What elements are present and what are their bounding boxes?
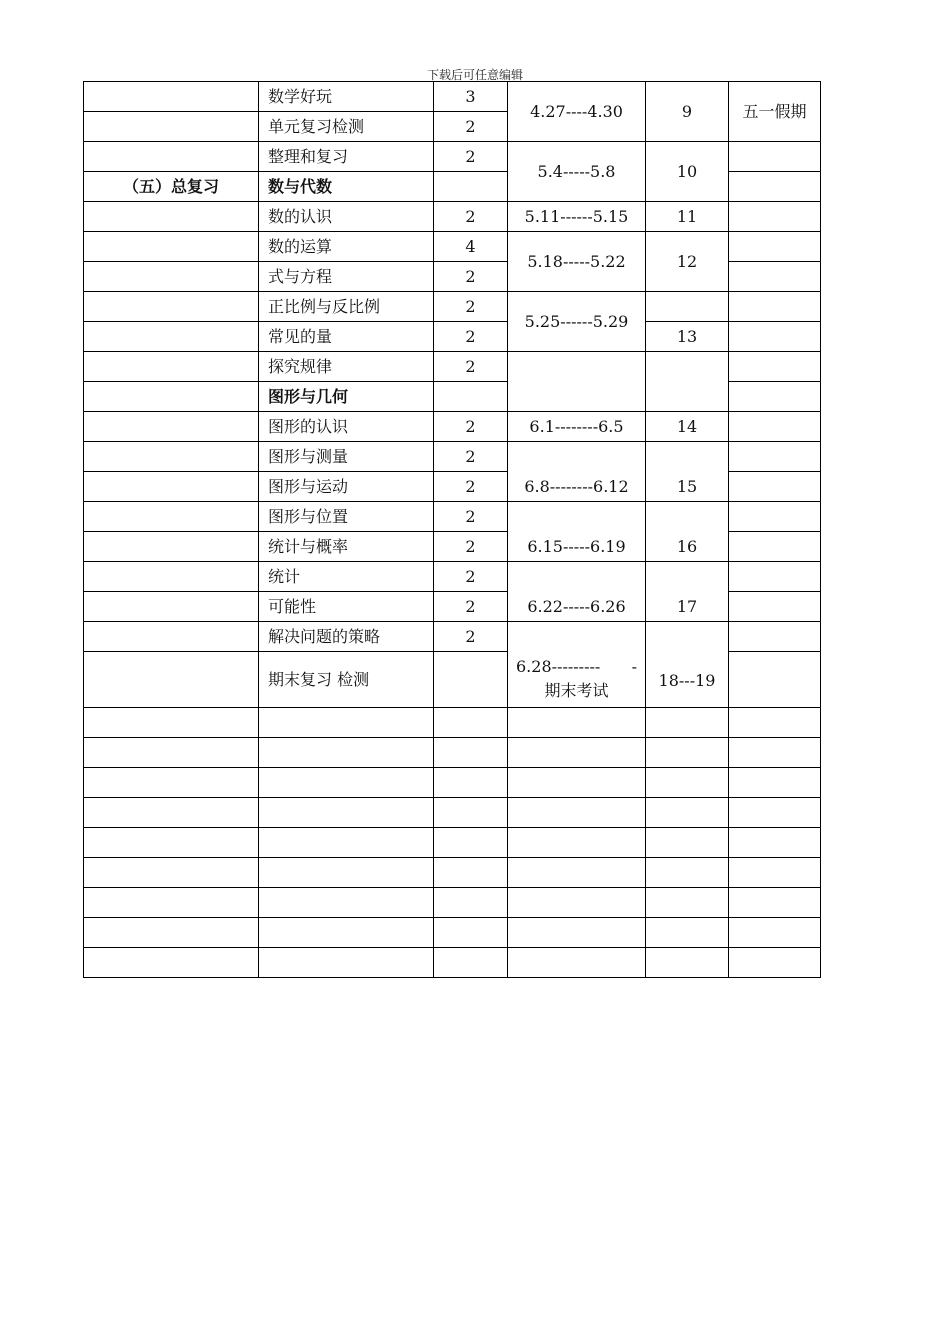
empty-cell	[646, 798, 729, 828]
unit-cell	[84, 472, 259, 502]
date-cell: 6.8--------6.12	[508, 442, 646, 502]
empty-row	[84, 888, 821, 918]
note-cell	[729, 142, 821, 172]
week-cell: 10	[646, 142, 729, 202]
week-cell: 13	[646, 322, 729, 352]
empty-cell	[729, 828, 821, 858]
hours-cell: 2	[434, 262, 508, 292]
topic-cell: 可能性	[259, 592, 434, 622]
header-note: 下载后可任意编辑	[426, 68, 523, 82]
hours-cell	[434, 652, 508, 708]
hours-cell: 2	[434, 502, 508, 532]
table-row	[84, 562, 821, 592]
week-cell	[646, 292, 729, 322]
empty-cell	[508, 828, 646, 858]
hours-cell: 2	[434, 412, 508, 442]
unit-cell	[84, 112, 259, 142]
table-row	[84, 412, 821, 442]
empty-cell	[84, 738, 259, 768]
empty-cell	[434, 948, 508, 978]
hours-cell: 2	[434, 562, 508, 592]
topic-cell: 数与代数	[259, 172, 434, 202]
empty-cell	[84, 888, 259, 918]
note-cell	[729, 652, 821, 708]
final-date-dash: -	[631, 657, 637, 676]
empty-cell	[729, 708, 821, 738]
unit-cell	[84, 622, 259, 652]
empty-cell	[434, 918, 508, 948]
empty-cell	[729, 948, 821, 978]
empty-cell	[84, 858, 259, 888]
topic-cell: 常见的量	[259, 322, 434, 352]
hours-cell: 2	[434, 112, 508, 142]
note-cell	[729, 322, 821, 352]
date-cell: 6.22-----6.26	[508, 562, 646, 622]
hours-cell: 2	[434, 352, 508, 382]
final-date-start: 6.28---------	[516, 657, 601, 676]
topic-cell: 探究规律	[259, 352, 434, 382]
empty-rows	[84, 708, 821, 978]
unit-cell	[84, 382, 259, 412]
note-cell	[729, 412, 821, 442]
week-cell	[646, 352, 729, 412]
note-cell	[729, 172, 821, 202]
empty-cell	[434, 888, 508, 918]
hours-cell	[434, 172, 508, 202]
empty-cell	[84, 798, 259, 828]
empty-cell	[646, 768, 729, 798]
topic-cell: 单元复习检测	[259, 112, 434, 142]
empty-cell	[729, 888, 821, 918]
empty-cell	[508, 918, 646, 948]
empty-cell	[84, 828, 259, 858]
empty-cell	[729, 918, 821, 948]
empty-cell	[646, 738, 729, 768]
empty-cell	[259, 738, 434, 768]
note-cell	[729, 502, 821, 532]
unit-cell	[84, 502, 259, 532]
final-exam-date	[508, 655, 645, 703]
note-cell	[729, 232, 821, 262]
unit-cell	[84, 142, 259, 172]
empty-cell	[508, 948, 646, 978]
table-row	[84, 352, 821, 382]
topic-cell: 整理和复习	[259, 142, 434, 172]
empty-cell	[434, 708, 508, 738]
note-cell	[729, 532, 821, 562]
topic-cell: 数学好玩	[259, 82, 434, 112]
hours-cell: 4	[434, 232, 508, 262]
table-row	[84, 82, 821, 112]
hours-cell	[434, 382, 508, 412]
empty-cell	[434, 798, 508, 828]
hours-cell: 2	[434, 202, 508, 232]
unit-cell	[84, 292, 259, 322]
week-cell: 16	[646, 502, 729, 562]
hours-cell: 2	[434, 472, 508, 502]
empty-cell	[259, 888, 434, 918]
topic-cell: 正比例与反比例	[259, 292, 434, 322]
topic-cell: 数的运算	[259, 232, 434, 262]
hours-cell: 2	[434, 442, 508, 472]
empty-row	[84, 918, 821, 948]
topic-cell: 图形与几何	[259, 382, 434, 412]
week-cell: 17	[646, 562, 729, 622]
empty-cell	[508, 798, 646, 828]
empty-row	[84, 858, 821, 888]
final-exam-label: 期末考试	[544, 681, 609, 700]
week-cell: 12	[646, 232, 729, 292]
unit-cell: （五）总复习	[84, 172, 259, 202]
empty-cell	[729, 858, 821, 888]
empty-row	[84, 798, 821, 828]
hours-cell: 2	[434, 292, 508, 322]
note-cell	[729, 352, 821, 382]
unit-cell	[84, 352, 259, 382]
unit-cell	[84, 82, 259, 112]
topic-cell: 统计	[259, 562, 434, 592]
date-cell: 5.18-----5.22	[508, 232, 646, 292]
week-cell: 9	[646, 82, 729, 142]
note-cell	[729, 472, 821, 502]
unit-cell	[84, 322, 259, 352]
note-cell	[729, 442, 821, 472]
unit-cell	[84, 202, 259, 232]
topic-cell: 期末复习 检测	[259, 652, 434, 708]
date-cell: 5.4-----5.8	[508, 142, 646, 202]
table-row	[84, 232, 821, 262]
empty-cell	[84, 768, 259, 798]
note-cell	[729, 262, 821, 292]
empty-cell	[434, 768, 508, 798]
empty-cell	[646, 918, 729, 948]
unit-cell	[84, 532, 259, 562]
hours-cell: 2	[434, 532, 508, 562]
week-cell: 15	[646, 442, 729, 502]
empty-cell	[646, 708, 729, 738]
date-cell: 5.11------5.15	[508, 202, 646, 232]
empty-cell	[259, 858, 434, 888]
empty-cell	[646, 858, 729, 888]
empty-cell	[84, 708, 259, 738]
empty-cell	[434, 828, 508, 858]
topic-cell: 统计与概率	[259, 532, 434, 562]
empty-cell	[646, 828, 729, 858]
note-cell	[729, 622, 821, 652]
note-cell: 五一假期	[729, 82, 821, 142]
empty-cell	[646, 888, 729, 918]
week-cell: 11	[646, 202, 729, 232]
hours-cell: 2	[434, 322, 508, 352]
topic-cell: 图形与测量	[259, 442, 434, 472]
empty-cell	[259, 828, 434, 858]
date-cell: 4.27----4.30	[508, 82, 646, 142]
note-cell	[729, 292, 821, 322]
empty-cell	[259, 948, 434, 978]
empty-cell	[84, 918, 259, 948]
empty-cell	[434, 738, 508, 768]
empty-cell	[646, 948, 729, 978]
unit-cell	[84, 232, 259, 262]
empty-cell	[508, 858, 646, 888]
empty-cell	[84, 948, 259, 978]
note-cell	[729, 592, 821, 622]
empty-cell	[508, 888, 646, 918]
empty-row	[84, 768, 821, 798]
topic-cell: 数的认识	[259, 202, 434, 232]
table-row	[84, 322, 821, 352]
table-row	[84, 502, 821, 532]
date-cell	[508, 352, 646, 412]
week-cell: 18---19	[646, 622, 729, 708]
unit-cell	[84, 262, 259, 292]
empty-cell	[508, 738, 646, 768]
table-row	[84, 202, 821, 232]
unit-cell	[84, 652, 259, 708]
unit-cell	[84, 562, 259, 592]
empty-cell	[259, 768, 434, 798]
topic-cell: 式与方程	[259, 262, 434, 292]
empty-cell	[508, 708, 646, 738]
hours-cell: 3	[434, 82, 508, 112]
unit-cell	[84, 442, 259, 472]
unit-cell	[84, 592, 259, 622]
date-cell	[508, 622, 646, 708]
topic-cell: 图形与运动	[259, 472, 434, 502]
empty-cell	[729, 798, 821, 828]
note-cell	[729, 382, 821, 412]
topic-cell: 图形与位置	[259, 502, 434, 532]
hours-cell: 2	[434, 592, 508, 622]
hours-cell: 2	[434, 622, 508, 652]
table-row	[84, 442, 821, 472]
week-cell: 14	[646, 412, 729, 442]
date-cell: 6.1--------6.5	[508, 412, 646, 442]
date-cell: 6.15-----6.19	[508, 502, 646, 562]
table-row	[84, 622, 821, 652]
table-row	[84, 292, 821, 322]
empty-cell	[729, 768, 821, 798]
empty-row	[84, 738, 821, 768]
note-cell	[729, 202, 821, 232]
topic-cell: 解决问题的策略	[259, 622, 434, 652]
empty-cell	[259, 918, 434, 948]
empty-cell	[434, 858, 508, 888]
empty-cell	[259, 798, 434, 828]
empty-row	[84, 708, 821, 738]
empty-cell	[508, 768, 646, 798]
empty-cell	[259, 708, 434, 738]
teaching-schedule-table	[83, 81, 821, 978]
date-cell: 5.25------5.29	[508, 292, 646, 352]
note-cell	[729, 562, 821, 592]
empty-row	[84, 948, 821, 978]
hours-cell: 2	[434, 142, 508, 172]
topic-cell: 图形的认识	[259, 412, 434, 442]
unit-cell	[84, 412, 259, 442]
empty-cell	[729, 738, 821, 768]
empty-row	[84, 828, 821, 858]
table-row	[84, 142, 821, 172]
